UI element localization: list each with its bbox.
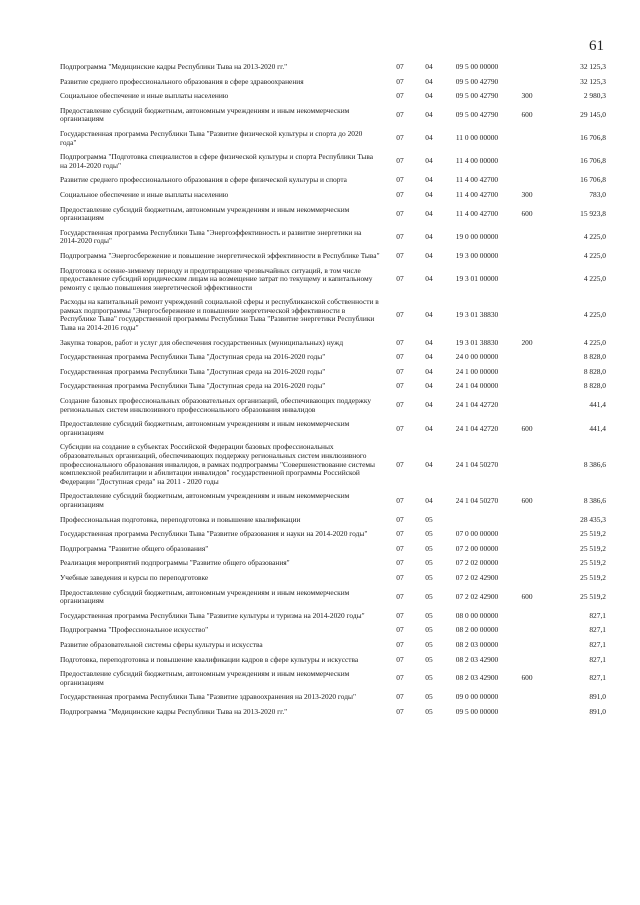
row-target-article-code: 24 1 04 50270 bbox=[455, 495, 499, 505]
row-target-article-code: 11 4 00 42700 bbox=[455, 175, 499, 185]
row-name: Подпрограмма "Профессиональное искусство" bbox=[60, 625, 209, 635]
row-subsection-code: 04 bbox=[425, 423, 433, 433]
row-section-code: 07 bbox=[396, 572, 404, 582]
row-target-article-code: 24 1 04 50270 bbox=[455, 459, 499, 469]
row-section-code: 07 bbox=[396, 543, 404, 553]
row-section-code: 07 bbox=[396, 352, 404, 362]
row-subsection-code: 04 bbox=[425, 400, 433, 410]
budget-table bbox=[60, 60, 606, 719]
row-name: Реализация мероприятий подпрограммы "Развитие общего образования" bbox=[60, 558, 290, 568]
table-row bbox=[60, 571, 606, 586]
row-subsection-code: 04 bbox=[425, 250, 433, 260]
row-section-code: 07 bbox=[396, 62, 404, 71]
table-row bbox=[60, 365, 606, 380]
row-section-code: 07 bbox=[396, 591, 404, 601]
row-target-article-code: 07 2 02 42900 bbox=[455, 572, 499, 582]
row-section-code: 07 bbox=[396, 514, 404, 524]
row-name: Государственная программа Республики Тыва "Энергоэффективность и развитие энергетики на 2014-2020 годы" bbox=[60, 227, 362, 246]
row-expense-type-code: 600 bbox=[521, 110, 533, 120]
row-target-article-code: 19 0 00 00000 bbox=[455, 232, 499, 242]
row-name: Государственная программа Республики Тыва "Доступная среда на 2016-2020 годы" bbox=[60, 381, 326, 391]
row-subsection-code: 04 bbox=[425, 274, 433, 284]
row-section-code: 07 bbox=[396, 189, 404, 199]
row-subsection-code: 04 bbox=[425, 133, 433, 143]
row-subsection-code: 05 bbox=[425, 706, 433, 716]
row-amount: 16 706,8 bbox=[580, 175, 606, 185]
row-subsection-code: 04 bbox=[425, 310, 433, 320]
table-row bbox=[60, 440, 606, 489]
row-target-article-code: 09 5 00 00000 bbox=[455, 62, 499, 71]
table-row bbox=[60, 586, 606, 609]
row-section-code: 07 bbox=[396, 381, 404, 391]
row-section-code: 07 bbox=[396, 274, 404, 284]
row-target-article-code: 11 4 00 42700 bbox=[455, 189, 499, 199]
table-row bbox=[60, 417, 606, 440]
row-name: Создание базовых профессиональных образовательных организаций, обеспечивающих поддержку региональных систем инклюзивного профессионального образования инвалидов bbox=[60, 396, 372, 414]
row-target-article-code: 11 0 00 00000 bbox=[455, 133, 499, 143]
row-subsection-code: 05 bbox=[425, 591, 433, 601]
row-subsection-code: 05 bbox=[425, 558, 433, 568]
row-target-article-code: 09 5 00 42790 bbox=[455, 110, 499, 120]
row-name: Расходы на капитальный ремонт учреждений социальной сферы и республиканской собственности в рамках подпрограммы "Энергосбережение и повышение энергетической эффективности в Республике Тыва" государственной программы Республики Тыва "Развитие энергетики Республики Тыва на 2014-2016 годы" bbox=[60, 297, 379, 333]
table-row bbox=[60, 104, 606, 127]
row-name: Государственная программа Республики Тыва "Доступная среда на 2016-2020 годы" bbox=[60, 352, 326, 362]
row-subsection-code: 04 bbox=[425, 232, 433, 242]
table-row bbox=[60, 638, 606, 653]
row-target-article-code: 11 4 00 42700 bbox=[455, 208, 499, 218]
row-expense-type-code: 600 bbox=[521, 591, 533, 601]
row-expense-type-code: 600 bbox=[521, 423, 533, 433]
table-row bbox=[60, 150, 606, 173]
row-name: Государственная программа Республики Тыва "Развитие физической культуры и спорта до 2020 года" bbox=[60, 128, 363, 147]
row-amount: 783,0 bbox=[589, 189, 606, 199]
row-amount: 891,0 bbox=[589, 692, 606, 702]
row-section-code: 07 bbox=[396, 639, 404, 649]
row-subsection-code: 05 bbox=[425, 625, 433, 635]
row-amount: 4 225,0 bbox=[583, 310, 606, 320]
table-row bbox=[60, 542, 606, 557]
row-amount: 827,1 bbox=[589, 610, 606, 620]
table-row bbox=[60, 173, 606, 188]
row-amount: 441,4 bbox=[589, 423, 606, 433]
row-amount: 16 706,8 bbox=[580, 133, 606, 143]
row-amount: 32 125,3 bbox=[580, 76, 606, 86]
table-row bbox=[60, 513, 606, 528]
row-section-code: 07 bbox=[396, 459, 404, 469]
row-amount: 8 828,0 bbox=[583, 381, 606, 391]
row-name: Подготовка к осенне-зимнему периоду и предотвращение чрезвычайных ситуаций, в том числе предоставление субсидий юридическим лицам на возмещение затрат по текущему и капитальному ремонту с целью повышения энергетической эффективности bbox=[60, 265, 373, 292]
row-name: Профессиональная подготовка, переподготовка и повышение квалификации bbox=[60, 514, 301, 524]
table-row bbox=[60, 667, 606, 690]
row-name: Подпрограмма "Энергосбережение и повышение энергетической эффективности в Республике Тыва" bbox=[60, 250, 380, 260]
row-target-article-code: 24 1 04 42720 bbox=[455, 400, 499, 410]
row-name: Государственная программа Республики Тыва "Доступная среда на 2016-2020 годы" bbox=[60, 366, 326, 376]
row-section-code: 07 bbox=[396, 337, 404, 347]
row-amount: 2 980,3 bbox=[583, 91, 606, 101]
row-section-code: 07 bbox=[396, 91, 404, 101]
row-name: Государственная программа Республики Тыва "Развитие культуры и туризма на 2014-2020 годы" bbox=[60, 610, 365, 620]
row-amount: 25 519,2 bbox=[580, 529, 606, 539]
row-target-article-code: 09 5 00 42790 bbox=[455, 76, 499, 86]
row-subsection-code: 04 bbox=[425, 91, 433, 101]
row-section-code: 07 bbox=[396, 133, 404, 143]
row-target-article-code: 08 2 00 00000 bbox=[455, 625, 499, 635]
row-amount: 8 828,0 bbox=[583, 366, 606, 376]
row-section-code: 07 bbox=[396, 110, 404, 120]
row-amount: 25 519,2 bbox=[580, 572, 606, 582]
row-subsection-code: 05 bbox=[425, 610, 433, 620]
row-amount: 4 225,0 bbox=[583, 250, 606, 260]
row-section-code: 07 bbox=[396, 310, 404, 320]
row-section-code: 07 bbox=[396, 175, 404, 185]
table-row bbox=[60, 609, 606, 624]
row-target-article-code: 07 2 02 00000 bbox=[455, 558, 499, 568]
table-row bbox=[60, 226, 606, 249]
table-row bbox=[60, 653, 606, 668]
row-name: Подпрограмма "Подготовка специалистов в сфере физической культуры и спорта Республики Тыва на 2014-2020 годы" bbox=[60, 152, 374, 170]
row-target-article-code: 24 1 04 00000 bbox=[455, 381, 499, 391]
row-name: Предоставление субсидий бюджетным, автономным учреждениям и иным некоммерческим организациям bbox=[60, 204, 350, 223]
row-amount: 29 145,0 bbox=[580, 110, 606, 120]
row-section-code: 07 bbox=[396, 156, 404, 166]
row-name: Социальное обеспечение и иные выплаты населению bbox=[60, 189, 229, 199]
row-subsection-code: 05 bbox=[425, 514, 433, 524]
row-amount: 827,1 bbox=[589, 625, 606, 635]
table-row bbox=[60, 127, 606, 150]
row-subsection-code: 04 bbox=[425, 156, 433, 166]
table-row bbox=[60, 379, 606, 394]
row-target-article-code: 24 1 04 42720 bbox=[455, 423, 499, 433]
row-target-article-code: 09 5 00 00000 bbox=[455, 706, 499, 716]
table-row bbox=[60, 60, 606, 75]
row-target-article-code: 08 2 03 00000 bbox=[455, 639, 499, 649]
row-section-code: 07 bbox=[396, 76, 404, 86]
row-amount: 16 706,8 bbox=[580, 156, 606, 166]
table-row bbox=[60, 188, 606, 203]
row-subsection-code: 05 bbox=[425, 572, 433, 582]
row-section-code: 07 bbox=[396, 232, 404, 242]
row-target-article-code: 19 3 01 38830 bbox=[455, 337, 499, 347]
row-subsection-code: 04 bbox=[425, 352, 433, 362]
row-amount: 8 386,6 bbox=[583, 459, 606, 469]
row-subsection-code: 04 bbox=[425, 110, 433, 120]
row-target-article-code: 19 3 01 00000 bbox=[455, 274, 499, 284]
row-expense-type-code: 300 bbox=[521, 91, 533, 101]
row-name: Подпрограмма "Медицинские кадры Республики Тыва на 2013-2020 гг." bbox=[60, 62, 288, 71]
row-subsection-code: 04 bbox=[425, 459, 433, 469]
row-name: Социальное обеспечение и иные выплаты населению bbox=[60, 91, 229, 101]
row-target-article-code: 08 2 03 42900 bbox=[455, 654, 499, 664]
row-target-article-code: 24 1 00 00000 bbox=[455, 366, 499, 376]
row-name: Государственная программа Республики Тыва "Развитие образования и науки на 2014-2020 годы" bbox=[60, 529, 368, 539]
row-subsection-code: 04 bbox=[425, 76, 433, 86]
row-target-article-code: 07 2 00 00000 bbox=[455, 543, 499, 553]
table-row bbox=[60, 527, 606, 542]
row-name: Развитие среднего профессионального образования в сфере физической культуры и спорта bbox=[60, 175, 347, 185]
row-amount: 441,4 bbox=[589, 400, 606, 410]
row-amount: 25 519,2 bbox=[580, 543, 606, 553]
row-amount: 8 386,6 bbox=[583, 495, 606, 505]
row-subsection-code: 04 bbox=[425, 381, 433, 391]
table-row bbox=[60, 623, 606, 638]
row-name: Предоставление субсидий бюджетным, автономным учреждениям и иным некоммерческим организациям bbox=[60, 491, 350, 509]
row-amount: 25 519,2 bbox=[580, 591, 606, 601]
row-section-code: 07 bbox=[396, 366, 404, 376]
row-target-article-code: 19 3 01 38830 bbox=[455, 310, 499, 320]
table-row bbox=[60, 556, 606, 571]
row-section-code: 07 bbox=[396, 250, 404, 260]
table-row bbox=[60, 336, 606, 351]
row-amount: 8 828,0 bbox=[583, 352, 606, 362]
row-subsection-code: 04 bbox=[425, 175, 433, 185]
row-expense-type-code: 600 bbox=[521, 208, 533, 218]
row-section-code: 07 bbox=[396, 423, 404, 433]
row-section-code: 07 bbox=[396, 625, 404, 635]
row-subsection-code: 04 bbox=[425, 189, 433, 199]
row-subsection-code: 04 bbox=[425, 495, 433, 505]
table-row bbox=[60, 75, 606, 90]
table-row bbox=[60, 489, 606, 512]
row-subsection-code: 05 bbox=[425, 639, 433, 649]
row-target-article-code: 11 4 00 00000 bbox=[455, 156, 499, 166]
row-subsection-code: 05 bbox=[425, 543, 433, 553]
row-section-code: 07 bbox=[396, 610, 404, 620]
row-section-code: 07 bbox=[396, 673, 404, 683]
row-name: Предоставление субсидий бюджетным, автономным учреждениям и иным некоммерческим организациям bbox=[60, 669, 350, 687]
row-name: Субсидии на создание в субъектах Российской Федерации базовых профессиональных образовательных организаций, обеспечивающих поддержку региональных систем инклюзивного профессионального образования инвалидов, в рамках подпрограммы "Совершенствование системы комплексной реабилитации и абилитации инвалидов" государственной программы Российской Федерации "Доступная среда" на 2011 - 2020 годы bbox=[60, 442, 375, 486]
row-name: Государственная программа Республики Тыва "Развитие здравоохранения на 2013-2020 годы" bbox=[60, 692, 357, 702]
row-section-code: 07 bbox=[396, 706, 404, 716]
row-name: Предоставление субсидий бюджетным, автономным учреждениям и иным некоммерческим организациям bbox=[60, 105, 350, 124]
row-target-article-code: 07 2 02 42900 bbox=[455, 591, 499, 601]
row-target-article-code: 08 2 03 42900 bbox=[455, 673, 499, 683]
table-row bbox=[60, 89, 606, 104]
row-name: Развитие образовательной системы сферы культуры и искусства bbox=[60, 639, 263, 649]
row-name: Предоставление субсидий бюджетным, автономным учреждениям и иным некоммерческим организациям bbox=[60, 419, 350, 437]
row-name: Подпрограмма "Медицинские кадры Республики Тыва на 2013-2020 гг." bbox=[60, 706, 288, 716]
row-section-code: 07 bbox=[396, 692, 404, 702]
row-expense-type-code: 200 bbox=[521, 337, 533, 347]
row-subsection-code: 04 bbox=[425, 62, 433, 71]
table-row bbox=[60, 350, 606, 365]
table-row bbox=[60, 705, 606, 720]
row-target-article-code: 09 5 00 42790 bbox=[455, 91, 499, 101]
row-name: Подпрограмма "Развитие общего образования" bbox=[60, 543, 209, 553]
row-section-code: 07 bbox=[396, 529, 404, 539]
table-row bbox=[60, 394, 606, 417]
row-name: Развитие среднего профессионального образования в сфере здравоохранения bbox=[60, 76, 304, 86]
row-section-code: 07 bbox=[396, 654, 404, 664]
row-subsection-code: 04 bbox=[425, 208, 433, 218]
row-amount: 4 225,0 bbox=[583, 232, 606, 242]
row-section-code: 07 bbox=[396, 208, 404, 218]
row-subsection-code: 05 bbox=[425, 673, 433, 683]
row-subsection-code: 05 bbox=[425, 654, 433, 664]
row-subsection-code: 04 bbox=[425, 366, 433, 376]
row-section-code: 07 bbox=[396, 558, 404, 568]
row-expense-type-code: 300 bbox=[521, 189, 533, 199]
row-target-article-code: 08 0 00 00000 bbox=[455, 610, 499, 620]
table-row bbox=[60, 690, 606, 705]
table-row bbox=[60, 295, 606, 335]
table-row bbox=[60, 203, 606, 226]
row-amount: 28 435,3 bbox=[580, 514, 606, 524]
row-subsection-code: 04 bbox=[425, 337, 433, 347]
row-expense-type-code: 600 bbox=[521, 495, 533, 505]
row-name: Учебные заведения и курсы по переподготовке bbox=[60, 572, 209, 582]
row-subsection-code: 05 bbox=[425, 529, 433, 539]
row-amount: 25 519,2 bbox=[580, 558, 606, 568]
row-amount: 827,1 bbox=[589, 639, 606, 649]
row-target-article-code: 09 0 00 00000 bbox=[455, 692, 499, 702]
row-section-code: 07 bbox=[396, 495, 404, 505]
row-target-article-code: 24 0 00 00000 bbox=[455, 352, 499, 362]
row-amount: 827,1 bbox=[589, 654, 606, 664]
row-section-code: 07 bbox=[396, 400, 404, 410]
row-name: Закупка товаров, работ и услуг для обеспечения государственных (муниципальных) нужд bbox=[60, 337, 344, 347]
row-amount: 4 225,0 bbox=[583, 337, 606, 347]
row-amount: 15 923,8 bbox=[580, 208, 606, 218]
row-amount: 827,1 bbox=[589, 673, 606, 683]
row-target-article-code: 07 0 00 00000 bbox=[455, 529, 499, 539]
row-name: Предоставление субсидий бюджетным, автономным учреждениям и иным некоммерческим организациям bbox=[60, 587, 350, 606]
row-amount: 891,0 bbox=[589, 706, 606, 716]
row-expense-type-code: 600 bbox=[521, 673, 533, 683]
row-name: Подготовка, переподготовка и повышение квалификации кадров в сфере культуры и искусства bbox=[60, 654, 359, 664]
row-amount: 4 225,0 bbox=[583, 274, 606, 284]
row-amount: 32 125,3 bbox=[580, 62, 606, 71]
table-row bbox=[60, 264, 606, 296]
table-row bbox=[60, 249, 606, 264]
page-number: 61 bbox=[589, 38, 604, 54]
row-target-article-code: 19 3 00 00000 bbox=[455, 250, 499, 260]
row-subsection-code: 05 bbox=[425, 692, 433, 702]
